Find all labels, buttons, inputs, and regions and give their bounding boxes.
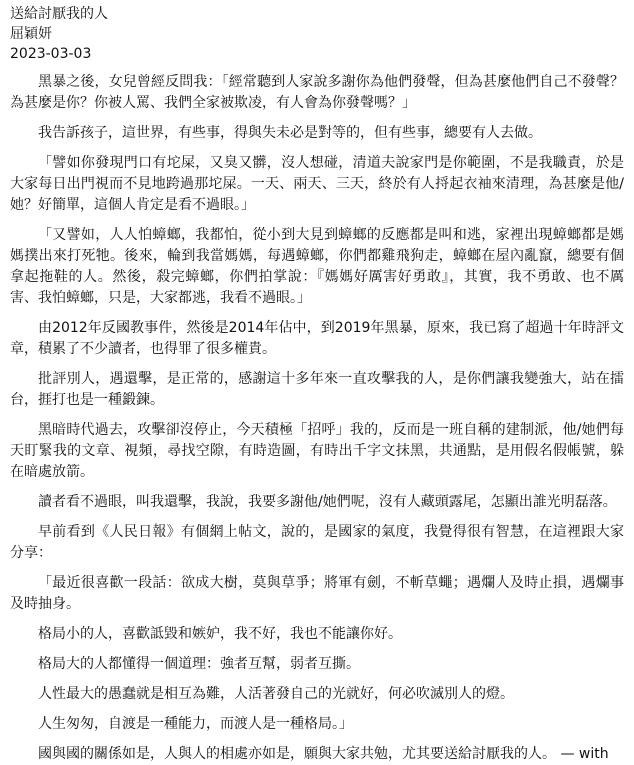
paragraph: 我告訴孩子，這世界，有些事，得與失未必是對等的，但有些事，總要有人去做。 bbox=[38, 125, 542, 141]
paragraph: 由2012年反國教事件，然後是2014年佔中，到2019年黑暴，原來，我已寫了超過十年時評文章，積累了不少讀者，也得罪了很多權貴。 bbox=[10, 320, 624, 357]
paragraph: 黑暴之後，女兒曾經反問我：「經常聽到人家說多謝你為他們發聲，但為甚麼他們自己不發聲？為甚麼是你？你被人罵、我們全家被欺凌，有人會為你發聲嗎？」 bbox=[10, 74, 624, 111]
article-date: 2023-03-03 bbox=[10, 46, 92, 62]
paragraph: 人生匆匆，自渡是一種能力，而渡人是一種格局。」 bbox=[38, 716, 353, 732]
paragraph: 「又譬如，人人怕蟑螂，我都怕，從小到大見到蟑螂的反應都是叫和逃，家裡出現蟑螂都是媽媽撲出來打死牠。後來，輪到我當媽媽，每遇蟑螂，你們都雞飛狗走，蟑螂在屋內亂竄，總要有個拿起拖鞋的人。然後，殺完蟑螂，你們拍掌說：『媽媽好厲害好勇敢』，其實，我不勇敢、也不厲害、我怕蟑螂，只是，大家都逃，我看不過眼。」 bbox=[10, 227, 624, 306]
paragraph: 讀者看不過眼，叫我還擊，我說，我要多謝他/她們呢，沒有人藏頭露尾，怎顯出誰光明磊落。 bbox=[38, 494, 617, 510]
paragraph: 人性最大的愚蠢就是相互為難，人活著發自己的光就好，何必吹滅別人的燈。 bbox=[38, 686, 514, 702]
paragraph: 「譬如你發現門口有坨屎，又臭又髒，沒人想碰，清道夫說家門是你範圍，不是我職責，於是大家每日出門視而不見地跨過那坨屎。一天、兩天、三天，終於有人捋起衣袖來清理，為甚麼是他/她？好簡單，這個人肯定是看不過眼。」 bbox=[10, 155, 624, 213]
paragraph: 國與國的關係如是，人與人的相處亦如是，願與大家共勉，尤其要送給討厭我的人。 — with bbox=[38, 746, 609, 762]
article-title: 送給討厭我的人 bbox=[10, 6, 108, 22]
article-author: 屈穎妍 bbox=[10, 26, 52, 42]
paragraph: 批評別人，遇還擊，是正常的，感謝這十多年來一直攻擊我的人，是你們讓我變強大，站在擂台，捱打也是一種鍛鍊。 bbox=[10, 371, 624, 408]
paragraph: 格局大的人都懂得一個道理：強者互幫，弱者互撕。 bbox=[38, 656, 360, 672]
paragraph: 「最近很喜歡一段話：欲成大樹，莫與草爭；將軍有劍，不斬草蠅；遇爛人及時止損，遇爛事及時抽身。 bbox=[10, 575, 624, 612]
article-body bbox=[10, 72, 624, 765]
paragraph: 黑暗時代過去，攻擊卻沒停止，今天積極「招呼」我的，反而是一班自稱的建制派，他/她們每天盯緊我的文章、視頻，尋找空隙，有時造圖，有時出千字文抹黑，共通點，是用假名假帳號，躲在暗處放箭。 bbox=[10, 422, 624, 480]
paragraph: 格局小的人，喜歡詆毀和嫉妒，我不好，我也不能讓你好。 bbox=[38, 626, 402, 642]
paragraph: 早前看到《人民日報》有個網上帖文，說的，是國家的氣度，我覺得很有智慧，在這裡跟大家分享： bbox=[10, 524, 624, 561]
